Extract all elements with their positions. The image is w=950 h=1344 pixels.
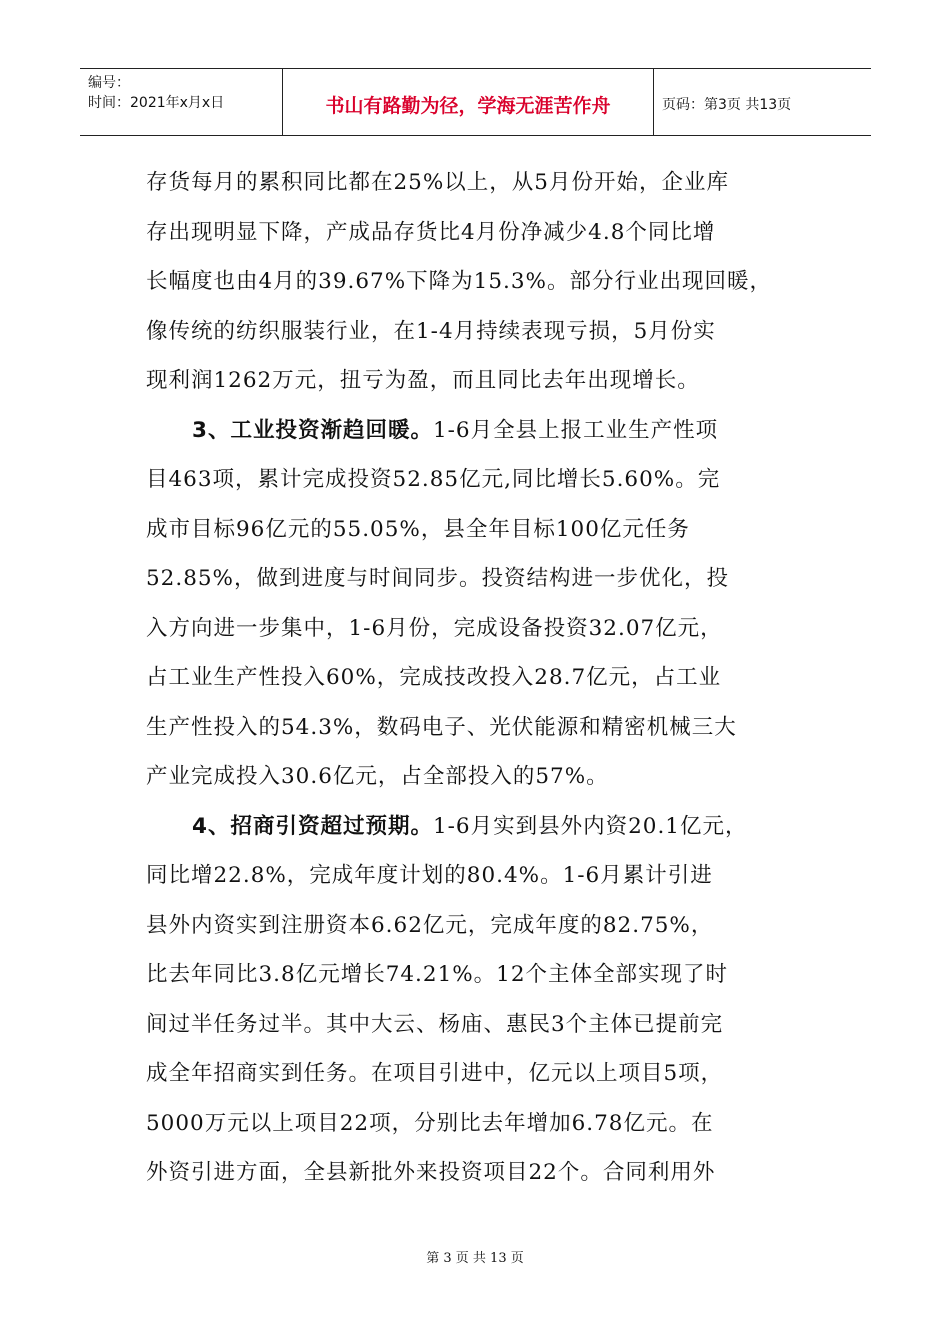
body-line: 52.85%，做到进度与时间同步。投资结构进一步优化，投 xyxy=(146,566,729,591)
body-line: 像传统的纺织服装行业，在1-4月持续表现亏损，5月份实 xyxy=(146,318,716,344)
body-line: 存出现明显下降，产成品存货比4月份净减少4.8个同比增 xyxy=(146,219,716,245)
doc-number-label: 编号： xyxy=(88,75,130,91)
body-line: 5000万元以上项目22项，分别比去年增加6.78亿元。在 xyxy=(146,1110,714,1136)
body-line: 比去年同比3.8亿元增长74.21%。12个主体全部实现了时 xyxy=(146,962,729,987)
body-line: 长幅度也由4月的39.67%下降为15.3%。部分行业出现回暖， xyxy=(146,269,772,294)
body-line: 间过半任务过半。其中大云、杨庙、惠民3个主体已提前完 xyxy=(146,1011,724,1037)
body-line: 目463项，累计完成投资52.85亿元,同比增长5.60%。完 xyxy=(146,467,721,492)
body-line: 产业完成投入30.6亿元，占全部投入的57%。 xyxy=(146,764,609,789)
section-heading: 4、招商引资超过预期。 xyxy=(192,813,433,839)
header-page-info: 页码：第3页 共13页 xyxy=(662,97,792,113)
body-line: 入方向进一步集中，1-6月份，完成设备投资32.07亿元， xyxy=(146,615,723,641)
body-line: 同比增22.8%，完成年度计划的80.4%。1-6月累计引进 xyxy=(146,863,713,888)
body-line: 现利润1262万元，扭亏为盈，而且同比去年出现增长。 xyxy=(146,368,700,393)
page-header xyxy=(80,68,871,136)
body-line: 生产性投入的54.3%，数码电子、光伏能源和精密机械三大 xyxy=(146,714,737,740)
body-line: 县外内资实到注册资本6.62亿元，完成年度的82.75%， xyxy=(146,912,714,938)
body-line: 存货每月的累积同比都在25%以上，从5月份开始，企业库 xyxy=(146,170,729,195)
body-line: 占工业生产性投入60%，完成技改投入28.7亿元，占工业 xyxy=(146,665,722,690)
header-meta-cell xyxy=(80,69,283,135)
body-line: 外资引进方面，全县新批外来投资项目22个。合同利用外 xyxy=(146,1160,716,1185)
document-body xyxy=(146,158,810,1198)
section-heading: 3、工业投资渐趋回暖。 xyxy=(192,417,433,443)
section-heading-rest: 1-6月全县上报工业生产性项 xyxy=(432,417,719,443)
section-heading-line xyxy=(146,802,810,852)
page-footer: 第 3 页 共 13 页 xyxy=(426,1251,524,1266)
section-heading-line xyxy=(146,406,810,456)
body-line: 成市目标96亿元的55.05%，县全年目标100亿元任务 xyxy=(146,516,690,542)
section-heading-rest: 1-6月实到县外内资20.1亿元， xyxy=(432,813,748,839)
header-motto: 书山有路勤为径，学海无涯苦作舟 xyxy=(283,69,654,135)
doc-time-label: 时间：2021年x月x日 xyxy=(88,95,225,111)
body-line: 成全年招商实到任务。在项目引进中，亿元以上项目5项， xyxy=(146,1061,724,1086)
